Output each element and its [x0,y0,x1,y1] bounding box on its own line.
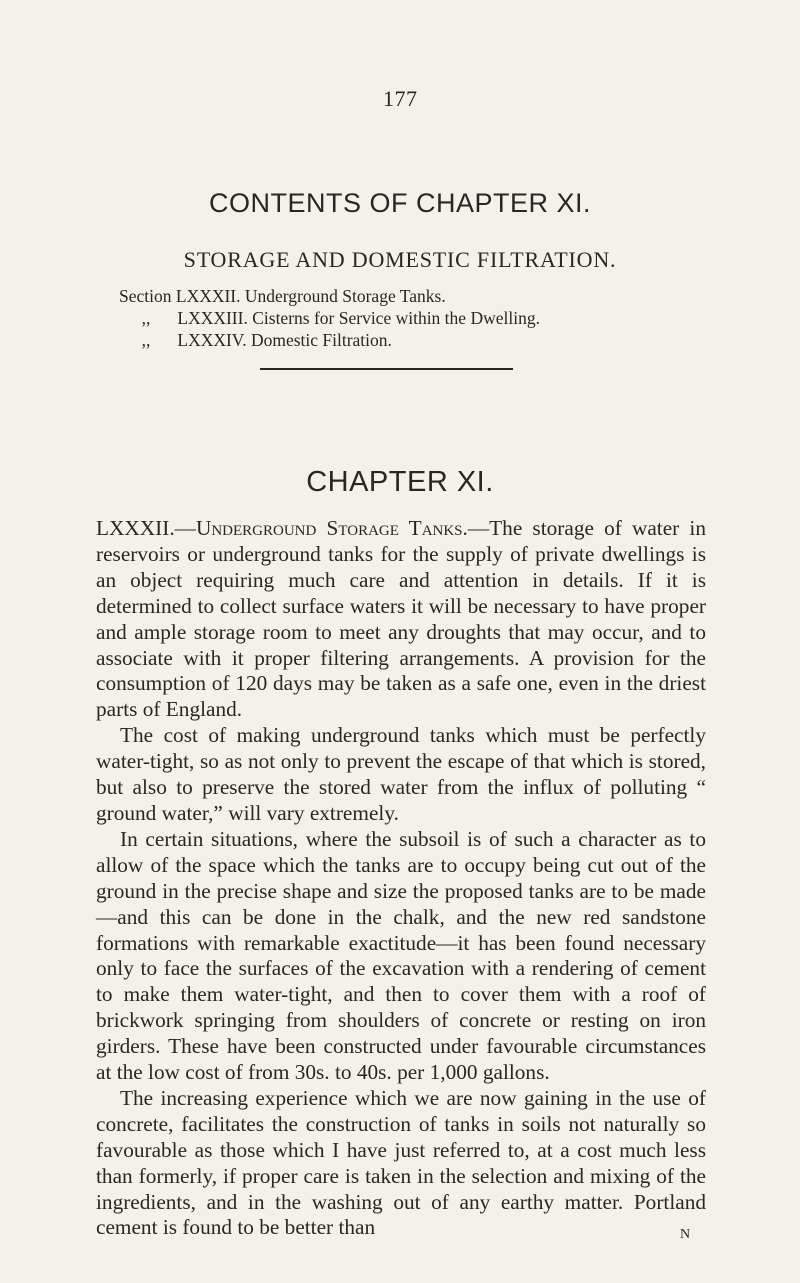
chapter-body [96,516,706,1241]
paragraph: The increasing experience which we are now gaining in the use of concrete, facilitates the construction of tanks in soils not naturally so favourable as those which I have just referred to, at a cost much less than formerly, if proper care is taken in the selection and mixing of the ingredients, and in the washing out of any earthy matter. Portland cement is found to be better than [96,1085,706,1240]
paragraph [96,516,706,723]
section-list [119,285,540,351]
section-label: Section [119,286,172,306]
section-numeral: LXXXIV. [177,330,247,350]
contents-title: CONTENTS OF CHAPTER XI. [208,188,592,218]
contents-subtitle: STORAGE AND DOMESTIC FILTRATION. [183,247,617,272]
page-number: 177 [383,86,418,111]
chapter-heading: CHAPTER XI. [306,466,494,498]
section-heading-title: —Underground Storage Tanks. [174,516,468,540]
section-row [119,285,540,307]
section-numeral: LXXXIII. [177,308,248,328]
paragraph: In certain situations, where the subsoil is of such a character as to allow of the space which the tanks are to occupy being cut out of the ground in the precise shape and size the proposed tanks are to be made—and this can be done in the chalk, and the new red sandstone formations with remarkable exactitude—it has been found necessary only to face the surfaces of the excavation with a rendering of cement to make them water-tight, and then to cover them with a roof of brickwork springing from shoulders of concrete or resting on iron girders. These have been constructed under favourable circumstances at the low cost of from 30s. to 40s. per 1,000 gallons. [96,826,706,1085]
section-row [119,329,540,351]
section-row [119,307,540,329]
section-numeral: LXXXII. [175,286,241,306]
signature-mark: N [680,1227,691,1242]
divider-rule [260,368,513,370]
section-heading-numeral: LXXXII. [96,516,175,540]
section-label: ,, [141,308,151,328]
section-title: Domestic Filtration. [250,330,392,350]
paragraph: The cost of making underground tanks which must be perfectly water-tight, so as not only to prevent the escape of that which is stored, but also to preserve the stored water from the influx of polluting “ ground water,” will vary extremely. [96,723,706,825]
section-title: Cisterns for Service within the Dwelling. [252,308,540,328]
section-title: Underground Storage Tanks. [244,286,446,306]
section-label: ,, [141,330,151,350]
paragraph-text: —The storage of water in reservoirs or underground tanks for the supply of private dwellings is an object requiring much care and attention in details. If it is determined to collect surface waters it will be necessary to have proper and ample storage room to meet any droughts that may occur, and to associate with it proper filtering arrangements. A provision for the consumption of 120 days may be taken as a safe one, even in the driest parts of England. [96,516,706,722]
